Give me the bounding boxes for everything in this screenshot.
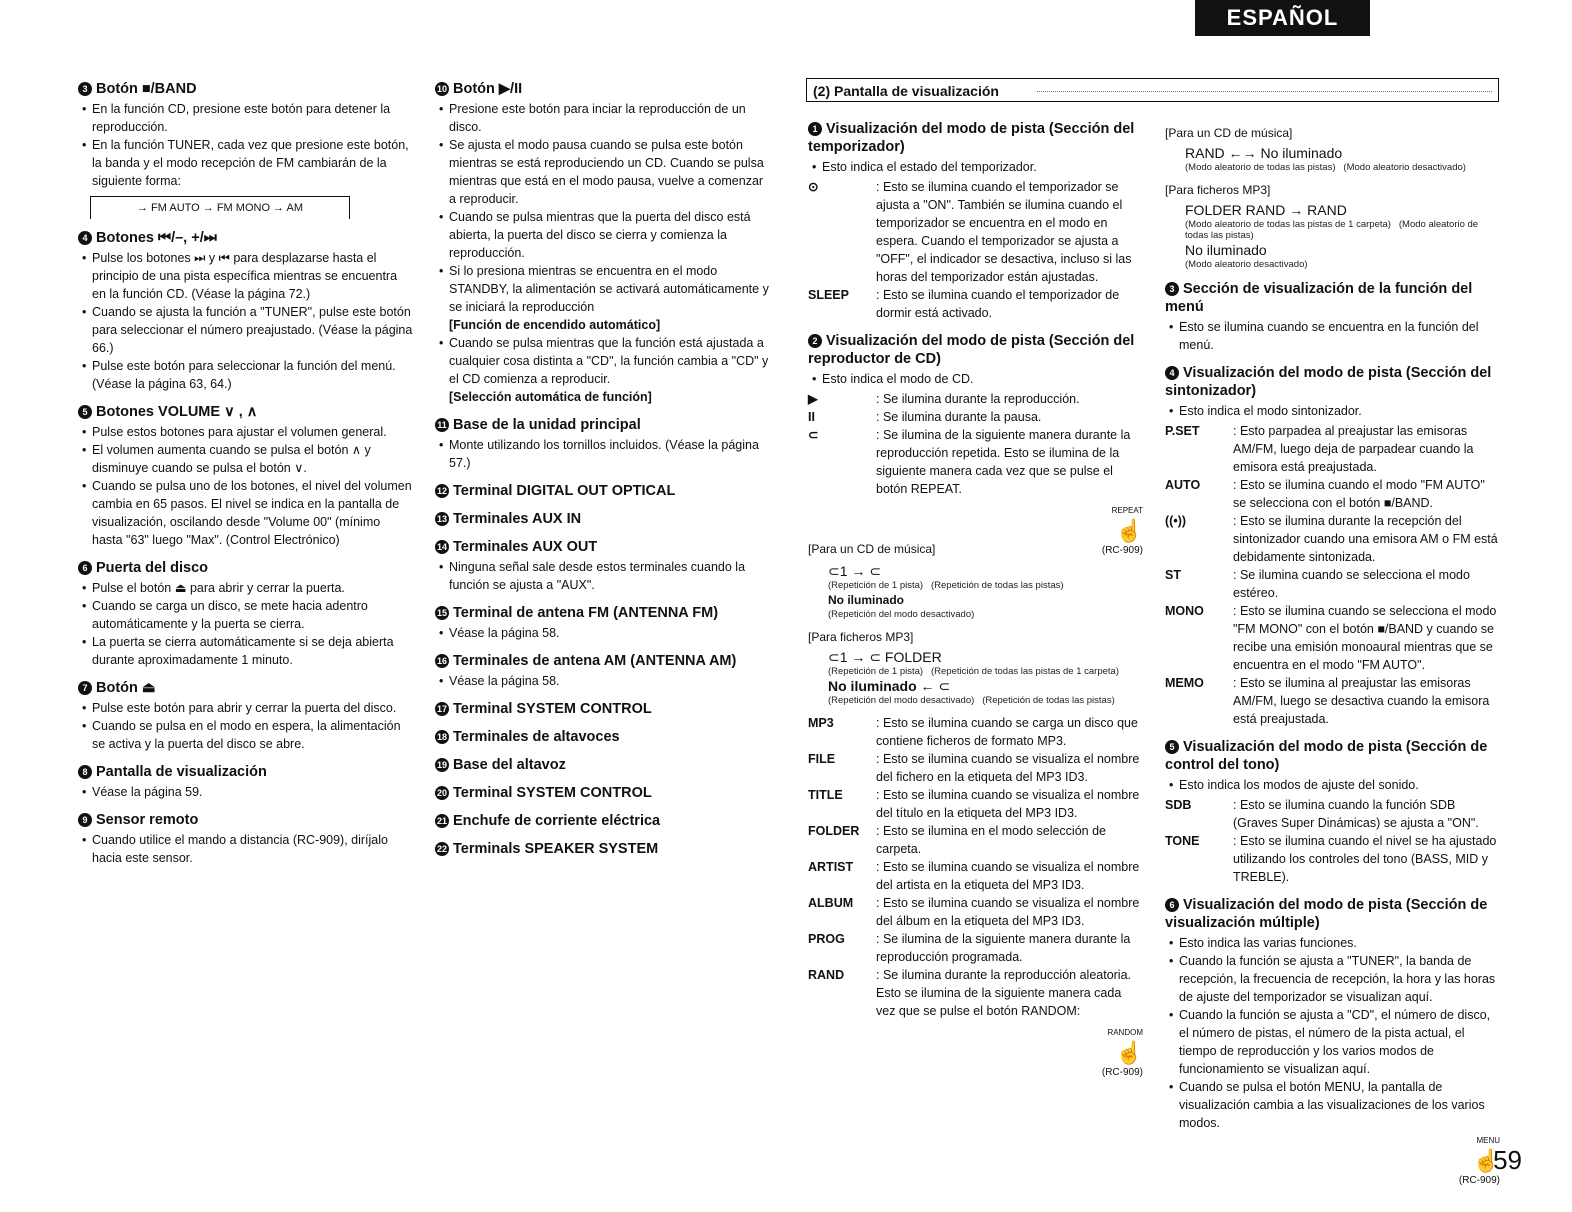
definition-text: : Se ilumina de la siguiente manera durante la reproducción repetida. Esto se ilumina de la siguiente manera cada vez que se pulse el botón REPEAT. bbox=[876, 428, 1131, 496]
page-number: 59 bbox=[1493, 1145, 1522, 1175]
repeat-all-note: (Repetición de todas las pistas) bbox=[982, 695, 1115, 706]
definition-row bbox=[808, 930, 1143, 966]
bullet-item: • Cuando utilice el mando a distancia (RC-909), diríjalo hacia este sensor. bbox=[92, 831, 413, 867]
section-title: Visualización del modo de pista (Sección de visualización múltiple) bbox=[1165, 897, 1488, 931]
bullet-list bbox=[78, 699, 413, 753]
section-heading bbox=[435, 510, 770, 528]
definition-row bbox=[1165, 832, 1500, 886]
section-heading bbox=[435, 604, 770, 622]
item-section bbox=[78, 80, 413, 219]
display-section-5 bbox=[1165, 738, 1500, 886]
section-number-badge: 3 bbox=[78, 82, 92, 96]
section-number-badge: 2 bbox=[808, 334, 822, 348]
definition-text: : Se ilumina cuando se selecciona el modo estéreo. bbox=[1233, 568, 1470, 600]
definition-row bbox=[1165, 796, 1500, 832]
bullet-item: • Véase la página 58. bbox=[449, 672, 770, 690]
definition-list bbox=[1165, 796, 1500, 886]
section-title: Terminal de antena FM (ANTENNA FM) bbox=[453, 605, 719, 621]
section-heading bbox=[78, 229, 413, 247]
section-title: Terminales AUX IN bbox=[453, 511, 582, 527]
section-heading bbox=[78, 403, 413, 421]
bullet-list bbox=[78, 831, 413, 867]
section-heading bbox=[435, 700, 770, 718]
item-section bbox=[435, 604, 770, 642]
section-number-badge: 5 bbox=[1165, 740, 1179, 754]
definition-term: SLEEP bbox=[808, 288, 849, 302]
definition-text: : Esto se ilumina al preajustar las emisoras AM/FM, luego se desactiva cuando la emisora está preajustada. bbox=[1233, 676, 1490, 726]
section-number-badge: 8 bbox=[78, 765, 92, 779]
rand-off-label: No iluminado bbox=[1185, 242, 1267, 258]
section-title: Botón ■/BAND bbox=[96, 81, 197, 97]
definition-text: : Se ilumina de la siguiente manera durante la reproducción programada. bbox=[876, 932, 1131, 964]
section-title: Botones ⏮/–, +/⏭ bbox=[96, 230, 217, 246]
section-title: Sensor remoto bbox=[96, 812, 199, 828]
section-heading bbox=[78, 559, 413, 577]
repeat-all-indicator: ⊂ bbox=[938, 678, 951, 694]
item-section bbox=[435, 756, 770, 774]
section-number-badge: 10 bbox=[436, 84, 447, 94]
remote-reference: (RC-909) bbox=[1101, 545, 1143, 556]
bullet-item: • Se ajusta el modo pausa cuando se pulsa este botón mientras se está reproduciendo un CD. Cuando se pulsa mientras que está en el modo pausa, vuelve a comenzar a reproducir. bbox=[449, 136, 770, 208]
definition-row bbox=[808, 390, 1143, 408]
bullet-list bbox=[78, 100, 413, 190]
definition-term: RAND bbox=[808, 968, 845, 982]
definition-term: TONE bbox=[1165, 834, 1200, 848]
intro-text: • Esto indica los modos de ajuste del sonido. bbox=[1179, 776, 1500, 794]
section-heading bbox=[435, 482, 770, 500]
item-section bbox=[435, 728, 770, 746]
repeat-off-label: No iluminado bbox=[828, 593, 904, 607]
section-title: Visualización del modo de pista (Sección del reproductor de CD) bbox=[808, 333, 1135, 367]
bullet-item: • Cuando se pulsa mientras que la función está ajustada a cualquier cosa distinta a "CD", la función cambia a "CD" y el CD comienza a reproducir. bbox=[449, 334, 770, 388]
item-section bbox=[78, 559, 413, 669]
section-title: Botón ⏏ bbox=[96, 680, 156, 696]
definition-row bbox=[1165, 602, 1500, 674]
section-heading bbox=[435, 756, 770, 774]
bullet-item: • Monte utilizando los tornillos incluidos. (Véase la página 57.) bbox=[449, 436, 770, 472]
bullet-item: • La puerta se cierra automáticamente si se deja abierta durante aproximadamente 1 minuto. bbox=[92, 633, 413, 669]
definition-list bbox=[1165, 422, 1500, 728]
section-heading bbox=[435, 416, 770, 434]
cd-context-label: [Para un CD de música] bbox=[1165, 126, 1293, 140]
display-section-6 bbox=[1165, 896, 1500, 1190]
section-number-badge: 14 bbox=[436, 542, 447, 552]
definition-row bbox=[808, 178, 1143, 286]
section-title: Terminales de altavoces bbox=[453, 729, 620, 745]
bullet-item: • Véase la página 58. bbox=[449, 624, 770, 642]
section-title: Botones VOLUME ∨ , ∧ bbox=[96, 404, 258, 420]
intro-text: • Esto indica el estado del temporizador. bbox=[822, 158, 1143, 176]
repeat-one-note: (Repetición de 1 pista) bbox=[828, 580, 924, 591]
section-number-badge: 6 bbox=[1165, 898, 1179, 912]
section-number-badge: 4 bbox=[1165, 366, 1179, 380]
section-heading bbox=[435, 80, 770, 98]
definition-text: : Se ilumina durante la reproducción. bbox=[876, 392, 1080, 406]
intro-text: • Esto indica el modo de CD. bbox=[822, 370, 1143, 388]
section-title: Pantalla de visualización bbox=[96, 764, 267, 780]
definition-row bbox=[808, 426, 1143, 498]
bullet-item: • Presione este botón para inciar la reproducción de un disco. bbox=[449, 100, 770, 136]
rand-note: (Modo aleatorio de todas las pistas) bbox=[1185, 219, 1479, 241]
definition-row bbox=[1165, 566, 1500, 602]
bullet-item: • Si lo presiona mientras se encuentra en el modo STANDBY, la alimentación se activará automáticamente y se iniciará la reproducción bbox=[449, 262, 770, 316]
definition-term: P.SET bbox=[1165, 424, 1200, 438]
section-number-badge: 1 bbox=[808, 122, 822, 136]
random-button-label: RANDOM bbox=[1107, 1028, 1143, 1037]
bullet-item: • Cuando se pulsa mientras que la puerta del disco está abierta, la puerta del disco se cierra y comienza la reproducción. bbox=[449, 208, 770, 262]
item-section bbox=[435, 840, 770, 858]
folder-rand-note: (Modo aleatorio de todas las pistas de 1 carpeta) bbox=[1185, 219, 1391, 230]
repeat-cd-diagram: ⊂1 → ⊂ (Repetición de 1 pista) (Repetición de todas las pistas) No iluminado (Repetición del modo desactivado) bbox=[828, 562, 1143, 620]
definition-term: ▶ bbox=[808, 392, 818, 406]
bullet-list bbox=[1165, 934, 1500, 1132]
bullet-item: • Cuando se ajusta la función a "TUNER", pulse este botón para seleccionar el número preajustado. (Véase la página 66.) bbox=[92, 303, 413, 357]
section-title: Terminal SYSTEM CONTROL bbox=[453, 785, 652, 801]
repeat-one-note: (Repetición de 1 pista) bbox=[828, 666, 924, 677]
bullet-item: • Véase la página 59. bbox=[92, 783, 413, 801]
rand-note: (Modo aleatorio de todas las pistas) bbox=[1185, 162, 1336, 173]
definition-list bbox=[808, 178, 1143, 322]
item-section bbox=[435, 784, 770, 802]
column-display-a bbox=[808, 120, 1143, 1092]
definition-term: AUTO bbox=[1165, 478, 1201, 492]
section-title: Terminales AUX OUT bbox=[453, 539, 598, 555]
section-heading bbox=[78, 679, 413, 697]
remote-reference: (RC-909) bbox=[1458, 1175, 1500, 1186]
random-diagrams bbox=[1165, 124, 1500, 270]
folder-rand-indicator: FOLDER RAND bbox=[1185, 202, 1286, 218]
repeat-one-indicator: ⊂1 bbox=[828, 563, 848, 579]
bullet-list bbox=[435, 558, 770, 594]
section-heading bbox=[78, 811, 413, 829]
section-title: Visualización del modo de pista (Sección del sintonizador) bbox=[1165, 365, 1492, 399]
hand-press-icon: ☝ bbox=[1115, 1040, 1143, 1065]
definition-term: SDB bbox=[1165, 798, 1192, 812]
definition-term: FOLDER bbox=[808, 824, 860, 838]
item-section bbox=[435, 812, 770, 830]
section-number-badge: 9 bbox=[78, 813, 92, 827]
definition-text: : Esto se ilumina durante la recepción del sintonizador cuando una emisora AM o FM está debidamente sintonizada. bbox=[1233, 514, 1498, 564]
intro-text: • Esto indica el modo sintonizador. bbox=[1179, 402, 1500, 420]
bullet-item: • Pulse el botón ⏏ para abrir y cerrar la puerta. bbox=[92, 579, 413, 597]
section-heading bbox=[435, 538, 770, 556]
display-section-1 bbox=[808, 120, 1143, 322]
display-section-4 bbox=[1165, 364, 1500, 728]
definition-text: : Esto se ilumina cuando se carga un disco que contiene ficheros de formato MP3. bbox=[876, 716, 1138, 748]
section-heading bbox=[435, 784, 770, 802]
item-section bbox=[435, 482, 770, 500]
definition-text: : Esto se ilumina cuando se visualiza el nombre del álbum en la etiqueta del MP3 ID3. bbox=[876, 896, 1140, 928]
section-number-badge: 4 bbox=[78, 231, 92, 245]
repeat-off-note: (Repetición del modo desactivado) bbox=[828, 695, 975, 706]
repeat-all-indicator: ⊂ bbox=[869, 563, 882, 579]
rand-off-label: No iluminado bbox=[1260, 145, 1343, 161]
panel-title: (2) Pantalla de visualización bbox=[813, 83, 999, 99]
item-section bbox=[78, 763, 413, 801]
hand-press-icon: ☝ bbox=[1472, 1148, 1500, 1173]
bullet-item: • Cuando se pulsa uno de los botones, el nivel del volumen cambia en 65 pasos. El nivel se indica en la pantalla de visualización, oscilando desde "Volume 00" (mínimo hasta "63" luego "Max". (Control Electrónico) bbox=[92, 477, 413, 549]
section-title: Base del altavoz bbox=[453, 757, 566, 773]
definition-text: : Esto se ilumina cuando la función SDB (Graves Super Dinámicas) se ajusta a "ON". bbox=[1233, 798, 1479, 830]
definition-row bbox=[808, 822, 1143, 858]
mp3-context-label: [Para ficheros MP3] bbox=[1165, 183, 1271, 197]
item-section bbox=[435, 510, 770, 528]
definition-text: : Esto se ilumina cuando el temporizador se ajusta a "ON". También se ilumina cuando el temporizador se encuentra en el modo en espera. Cuando el temporizador se ajusta a "OFF", el indicador se desactiva, incluso si las horas del temporizador están ajustadas. bbox=[876, 180, 1132, 284]
definition-text: : Esto se ilumina cuando el nivel se ha ajustado utilizando los controles del tono (BASS, MID y TREBLE). bbox=[1233, 834, 1497, 884]
definition-text: : Esto parpadea al preajustar las emisoras AM/FM, luego deja de parpadear cuando la emisora está preajustada. bbox=[1233, 424, 1474, 474]
rand-off-note: (Modo aleatorio desactivado) bbox=[1185, 259, 1308, 270]
bullet-list bbox=[78, 423, 413, 549]
section-title: Base de la unidad principal bbox=[453, 417, 641, 433]
item-section bbox=[435, 80, 770, 406]
definition-text: : Esto se ilumina cuando se visualiza el nombre del fichero en la etiqueta del MP3 ID3. bbox=[876, 752, 1140, 784]
definition-row bbox=[808, 750, 1143, 786]
auto-power-note: [Función de encendido automático] bbox=[449, 318, 661, 332]
auto-function-note: [Selección automática de función] bbox=[449, 390, 652, 404]
bullet-list bbox=[435, 672, 770, 690]
bullet-item: • Cuando se carga un disco, se mete hacia adentro automáticamente y la puerta se cierra. bbox=[92, 597, 413, 633]
bullet-item: • En la función CD, presione este botón para detener la reproducción. bbox=[92, 100, 413, 136]
definition-term: MP3 bbox=[808, 716, 834, 730]
section-number-badge: 13 bbox=[436, 514, 447, 524]
definition-row bbox=[1165, 422, 1500, 476]
definition-term: MONO bbox=[1165, 604, 1204, 618]
item-section bbox=[78, 679, 413, 753]
bullet-list bbox=[78, 783, 413, 801]
section-title: Terminal SYSTEM CONTROL bbox=[453, 701, 652, 717]
definition-term: TITLE bbox=[808, 788, 843, 802]
bullet-item: • Pulse este botón para seleccionar la función del menú. (Véase la página 63, 64.) bbox=[92, 357, 413, 393]
definition-row bbox=[1165, 674, 1500, 728]
definition-row bbox=[1165, 512, 1500, 566]
definition-row bbox=[808, 858, 1143, 894]
bullet-list bbox=[435, 624, 770, 642]
heading-dotted-rule bbox=[1037, 91, 1492, 92]
bullet-item: • Pulse los botones ⏭ y ⏮ para desplazarse hasta el principio de una pista específica mientras se encuentra en la función CD. (Véase la página 72.) bbox=[92, 249, 413, 303]
section-number-badge: 18 bbox=[436, 732, 447, 742]
definition-term: ⊂ bbox=[808, 428, 819, 442]
section-number-badge: 16 bbox=[436, 656, 447, 666]
definition-term: MEMO bbox=[1165, 676, 1204, 690]
repeat-button-label: REPEAT bbox=[1111, 506, 1143, 515]
language-tab: ESPAÑOL bbox=[1195, 0, 1370, 36]
definition-text: : Se ilumina durante la reproducción aleatoria. Esto se ilumina de la siguiente manera cada vez que se pulse el botón RANDOM: bbox=[876, 968, 1132, 1018]
section-title: Terminals SPEAKER SYSTEM bbox=[453, 841, 659, 857]
definition-term: ST bbox=[1165, 568, 1181, 582]
section-heading bbox=[435, 652, 770, 670]
section-heading bbox=[435, 728, 770, 746]
rand-indicator: RAND bbox=[1307, 202, 1347, 218]
definition-text: : Esto se ilumina cuando el modo "FM AUTO" se selecciona con el botón ■/BAND. bbox=[1233, 478, 1485, 510]
mp3-context-label: [Para ficheros MP3] bbox=[808, 630, 914, 644]
hand-press-icon: ☝ bbox=[1115, 518, 1143, 543]
display-section-3 bbox=[1165, 280, 1500, 354]
bullet-item: • Cuando la función se ajusta a "TUNER", la banda de recepción, la frecuencia de recepción, la hora y las horas de ajuste del temporizador se visualizan aquí. bbox=[1179, 952, 1500, 1006]
repeat-folder-indicator: ⊂ FOLDER bbox=[869, 649, 942, 665]
column-display-b bbox=[1165, 118, 1500, 1200]
definition-term: ARTIST bbox=[808, 860, 854, 874]
section-heading bbox=[435, 812, 770, 830]
remote-reference: (RC-909) bbox=[1101, 1067, 1143, 1078]
definition-row bbox=[808, 286, 1143, 322]
section-number-badge: 12 bbox=[436, 486, 447, 496]
item-section bbox=[435, 700, 770, 718]
item-section bbox=[78, 403, 413, 549]
section-number-badge: 22 bbox=[436, 844, 447, 854]
section-title: Visualización del modo de pista (Sección del temporizador) bbox=[808, 121, 1135, 155]
definition-term: PROG bbox=[808, 932, 845, 946]
section-title: Puerta del disco bbox=[96, 560, 209, 576]
section-number-badge: 21 bbox=[436, 816, 447, 826]
repeat-off-label: No iluminado bbox=[828, 678, 917, 694]
repeat-off-note: (Repetición del modo desactivado) bbox=[828, 609, 975, 620]
section-heading bbox=[78, 80, 413, 98]
definition-text: : Esto se ilumina en el modo selección de carpeta. bbox=[876, 824, 1106, 856]
definition-row bbox=[808, 786, 1143, 822]
repeat-folder-note: (Repetición de todas las pistas de 1 carpeta) bbox=[930, 666, 1119, 677]
bullet-list bbox=[435, 436, 770, 472]
definition-text: : Esto se ilumina cuando se visualiza el nombre del título en la etiqueta del MP3 ID3. bbox=[876, 788, 1140, 820]
random-mp3-diagram: FOLDER RAND → RAND (Modo aleatorio de todas las pistas de 1 carpeta) (Modo aleatorio de todas las pistas) No iluminado (Modo aleatorio desactivado) bbox=[1185, 201, 1500, 270]
definition-term: ALBUM bbox=[808, 896, 854, 910]
section-number-badge: 7 bbox=[78, 681, 92, 695]
bullet-item: • Esto se ilumina cuando se encuentra en la función del menú. bbox=[1179, 318, 1500, 354]
menu-button-label: MENU bbox=[1476, 1136, 1500, 1145]
bullet-list bbox=[78, 249, 413, 393]
bullet-item: • El volumen aumenta cuando se pulsa el botón ∧ y disminuye cuando se pulsa el botón ∨. bbox=[92, 441, 413, 477]
column-middle bbox=[435, 80, 770, 868]
band-flow-diagram: → FM AUTO → FM MONO → AM bbox=[90, 196, 350, 219]
definition-row bbox=[808, 408, 1143, 426]
section-title: Sección de visualización de la función del menú bbox=[1165, 281, 1473, 315]
definition-term: ⊙ bbox=[808, 180, 819, 194]
bullet-item: • Cuando se pulsa en el modo en espera, la alimentación se activa y la puerta del disco se abre. bbox=[92, 717, 413, 753]
item-section bbox=[78, 229, 413, 393]
section-number-badge: 15 bbox=[436, 608, 447, 618]
bullet-item: • Pulse estos botones para ajustar el volumen general. bbox=[92, 423, 413, 441]
repeat-all-note: (Repetición de todas las pistas) bbox=[930, 580, 1064, 591]
item-section bbox=[435, 538, 770, 594]
item-section bbox=[435, 652, 770, 690]
definition-term: ((•)) bbox=[1165, 514, 1187, 528]
bullet-item: • Pulse este botón para abrir y cerrar la puerta del disco. bbox=[92, 699, 413, 717]
definition-term: FILE bbox=[808, 752, 836, 766]
definition-text: : Esto se ilumina cuando el temporizador de dormir está activado. bbox=[876, 288, 1120, 320]
section-number-badge: 3 bbox=[1165, 282, 1179, 296]
rand-off-note: (Modo aleatorio desactivado) bbox=[1343, 162, 1466, 173]
display-section-2 bbox=[808, 332, 1143, 1082]
bullet-item: • Cuando se pulsa el botón MENU, la pantalla de visualización cambia a las visualizaciones de los varios modos. bbox=[1179, 1078, 1500, 1132]
section-title: Botón ▶/II bbox=[453, 81, 523, 97]
section-number-badge: 17 bbox=[436, 704, 447, 714]
item-section bbox=[78, 811, 413, 867]
cd-context-label: [Para un CD de música] bbox=[808, 542, 936, 556]
section-number-badge: 6 bbox=[78, 561, 92, 575]
rand-indicator: RAND bbox=[1185, 145, 1225, 161]
column-left bbox=[78, 80, 413, 877]
definition-list bbox=[808, 390, 1143, 498]
definition-row bbox=[808, 714, 1143, 750]
bullet-item: • Cuando la función se ajusta a "CD", el número de disco, el número de pistas, el número de la pista actual, el tiempo de reproducción y los varios modos de funcionamiento se visualizan aquí. bbox=[1179, 1006, 1500, 1078]
section-number-badge: 11 bbox=[435, 418, 449, 432]
bullet-list bbox=[435, 100, 770, 406]
bullet-item: • En la función TUNER, cada vez que presione este botón, la banda y el modo recepción de FM cambiarán de la siguiente forma: bbox=[92, 136, 413, 190]
section-title: Visualización del modo de pista (Sección de control del tono) bbox=[1165, 739, 1488, 773]
definition-text: : Esto se ilumina cuando se visualiza el nombre del artista en la etiqueta del MP3 ID3. bbox=[876, 860, 1140, 892]
bullet-item: • Ninguna señal sale desde estos terminales cuando la función se ajusta a "AUX". bbox=[449, 558, 770, 594]
repeat-mp3-diagram: ⊂1 → ⊂ FOLDER (Repetición de 1 pista) (Repetición de todas las pistas de 1 carpeta) No iluminado ← ⊂ (Repetición del modo desactivado) (Repetición de todas las pistas) bbox=[828, 649, 1119, 706]
repeat-one-indicator: ⊂1 bbox=[828, 649, 848, 665]
section-number-badge: 19 bbox=[436, 760, 447, 770]
definition-text: : Se ilumina durante la pausa. bbox=[876, 410, 1042, 424]
item-section bbox=[435, 416, 770, 472]
definition-row bbox=[808, 966, 1143, 1020]
definition-row bbox=[808, 894, 1143, 930]
bullet-item: • Esto indica las varias funciones. bbox=[1179, 934, 1500, 952]
section-number-badge: 20 bbox=[436, 788, 447, 798]
section-title: Enchufe de corriente eléctrica bbox=[453, 813, 661, 829]
definition-term: II bbox=[808, 410, 815, 424]
section-title: Terminal DIGITAL OUT OPTICAL bbox=[453, 483, 676, 499]
random-cd-diagram: RAND ←→ No iluminado (Modo aleatorio de todas las pistas) (Modo aleatorio desactivado) bbox=[1185, 145, 1466, 173]
display-panel-heading bbox=[806, 78, 1499, 102]
section-heading bbox=[78, 763, 413, 781]
section-heading bbox=[435, 840, 770, 858]
bullet-list bbox=[78, 579, 413, 669]
definition-text: : Esto se ilumina cuando se selecciona el modo "FM MONO" con el botón ■/BAND y cuando se recibe una emisión monoaural mientras que se encuentra en el modo "FM AUTO". bbox=[1233, 604, 1497, 672]
section-number-badge: 5 bbox=[78, 405, 92, 419]
definition-row bbox=[1165, 476, 1500, 512]
section-title: Terminales de antena AM (ANTENNA AM) bbox=[453, 653, 737, 669]
definition-list bbox=[808, 714, 1143, 1020]
